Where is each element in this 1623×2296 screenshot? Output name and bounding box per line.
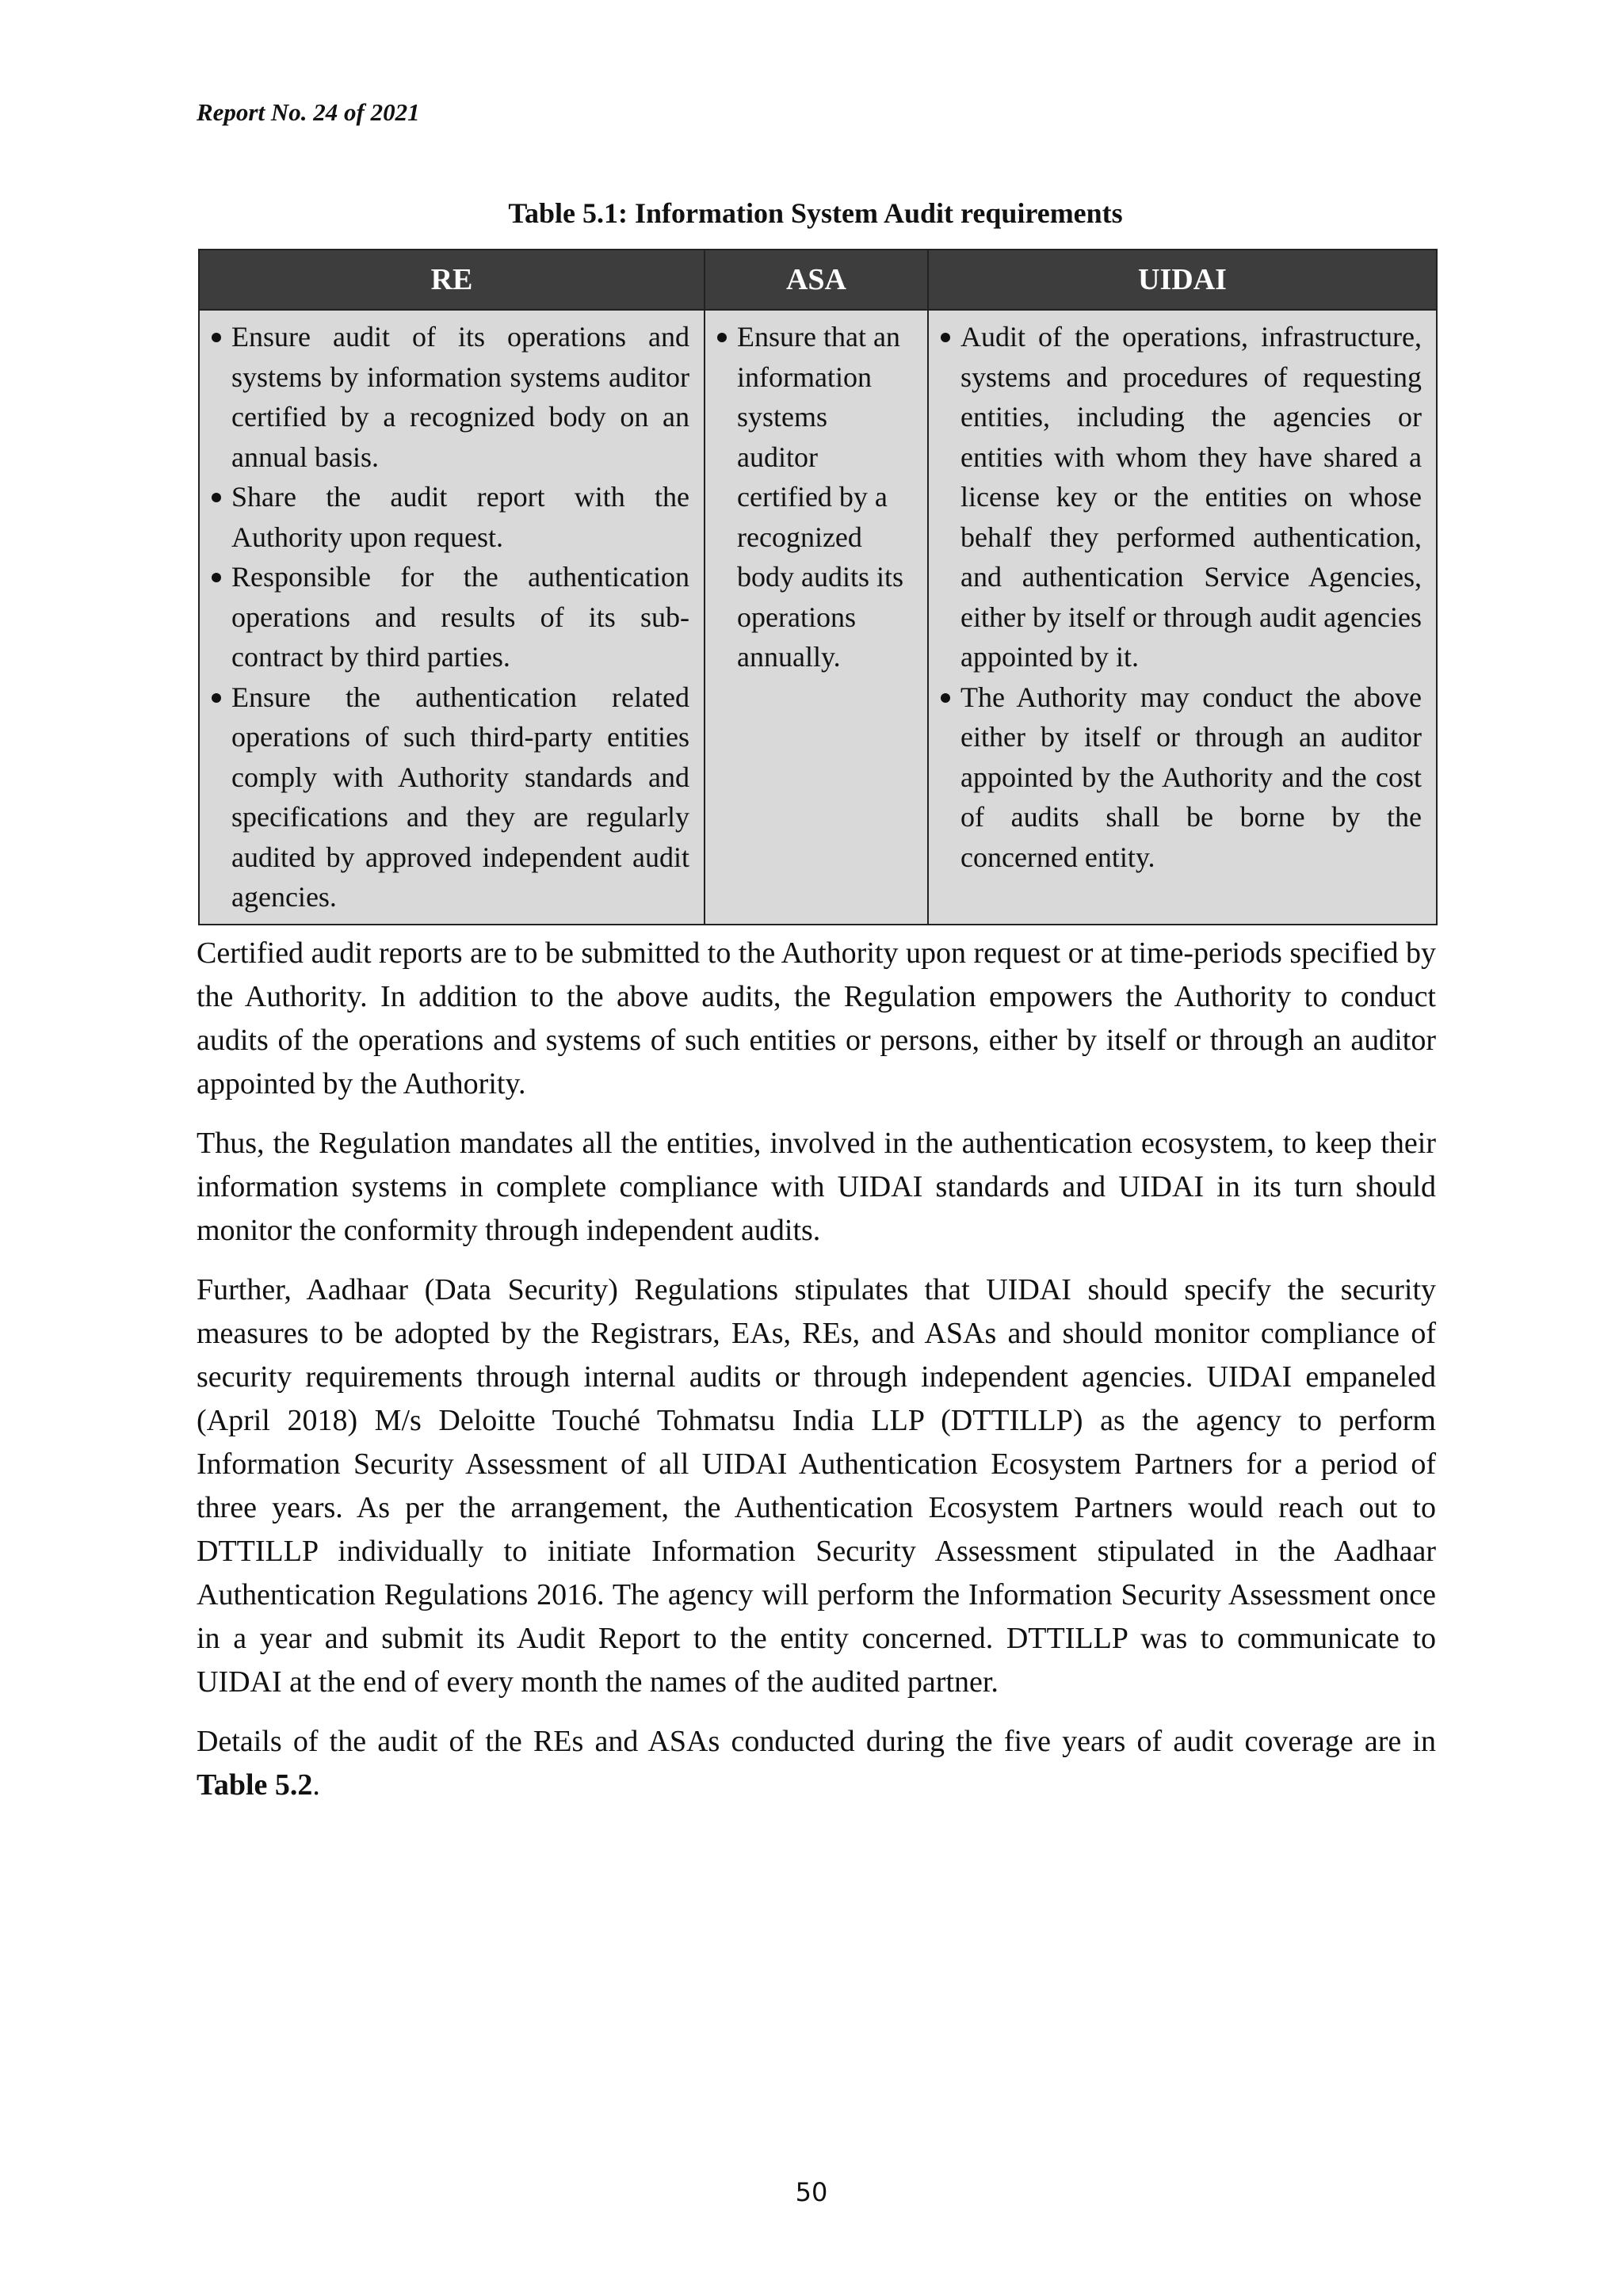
table-header-row xyxy=(199,250,1437,310)
list-item: Ensure the authentication related operations of such third-party entities comply with Authority standards and specifications and they are regularly audited by approved independent audit agencies. xyxy=(209,677,689,917)
list-item: Ensure that an information systems auditor certified by a recognized body audits its operations annually. xyxy=(715,317,913,677)
paragraph: Certified audit reports are to be submitted to the Authority upon request or at time-periods specified by the Authority. In addition to the above audits, the Regulation empowers the Authority to conduct audits of the operations and systems of such entities or persons, either by itself or through an auditor appointed by the Authority. xyxy=(197,936,1436,1100)
table-reference: Table 5.2 xyxy=(197,1768,313,1802)
column-header-asa: ASA xyxy=(705,250,928,310)
paragraph: Further, Aadhaar (Data Security) Regulations stipulates that UIDAI should specify the security measures to be adopted by the Registrars, EAs, REs, and ASAs and should monitor compliance of security requirements through internal audits or through independent agencies. UIDAI empaneled (April 2018) M/s Deloitte Touché Tohmatsu India LLP (DTTILLP) as the agency to perform Information Security Assessment of all UIDAI Authentication Ecosystem Partners for a period of three years. As per the arrangement, the Authentication Ecosystem Partners would reach out to DTTILLP individually to initiate Information Security Assessment stipulated in the Aadhaar Authentication Regulations 2016. The agency will perform the Information Security Assessment once in a year and submit its Audit Report to the entity concerned. DTTILLP was to communicate to UIDAI at the end of every month the names of the audited partner. xyxy=(197,1273,1436,1699)
audit-requirements-table xyxy=(198,249,1438,925)
report-header: Report No. 24 of 2021 xyxy=(197,98,420,126)
uidai-list xyxy=(938,317,1422,877)
paragraph: Thus, the Regulation mandates all the entities, involved in the authentication ecosystem, to keep their information systems in complete compliance with UIDAI standards and UIDAI in its turn should monitor the conformity through independent audits. xyxy=(197,1127,1436,1247)
page-number: 50 xyxy=(795,2177,828,2207)
asa-list xyxy=(715,317,913,677)
closing-paragraph-text: Details of the audit of the REs and ASAs conducted during the five years of audit coverage are in xyxy=(197,1725,1436,1758)
asa-cell xyxy=(705,310,928,925)
closing-paragraph xyxy=(197,1720,1436,1807)
column-header-uidai: UIDAI xyxy=(928,250,1437,310)
list-item: Ensure audit of its operations and systems by information systems auditor certified by a recognized body on an annual basis. xyxy=(209,317,689,477)
re-list xyxy=(209,317,689,917)
column-header-re: RE xyxy=(199,250,705,310)
list-item: Share the audit report with the Authority upon request. xyxy=(209,477,689,557)
closing-paragraph-tail: . xyxy=(312,1768,320,1802)
body-text xyxy=(197,932,1436,1823)
uidai-cell xyxy=(928,310,1437,925)
table-row xyxy=(199,310,1437,925)
list-item: Audit of the operations, infrastructure, systems and procedures of requesting entities, including the agencies or entities with whom they have shared a license key or the entities on whose behalf they performed authentication, and authentication Service Agencies, either by itself or through audit agencies appointed by it. xyxy=(938,317,1422,677)
list-item: Responsible for the authentication operations and results of its sub-contract by third parties. xyxy=(209,557,689,677)
re-cell xyxy=(199,310,705,925)
list-item: The Authority may conduct the above either by itself or through an auditor appointed by the Authority and the cost of audits shall be borne by the concerned entity. xyxy=(938,677,1422,878)
table-caption: Table 5.1: Information System Audit requirements xyxy=(508,197,1123,229)
